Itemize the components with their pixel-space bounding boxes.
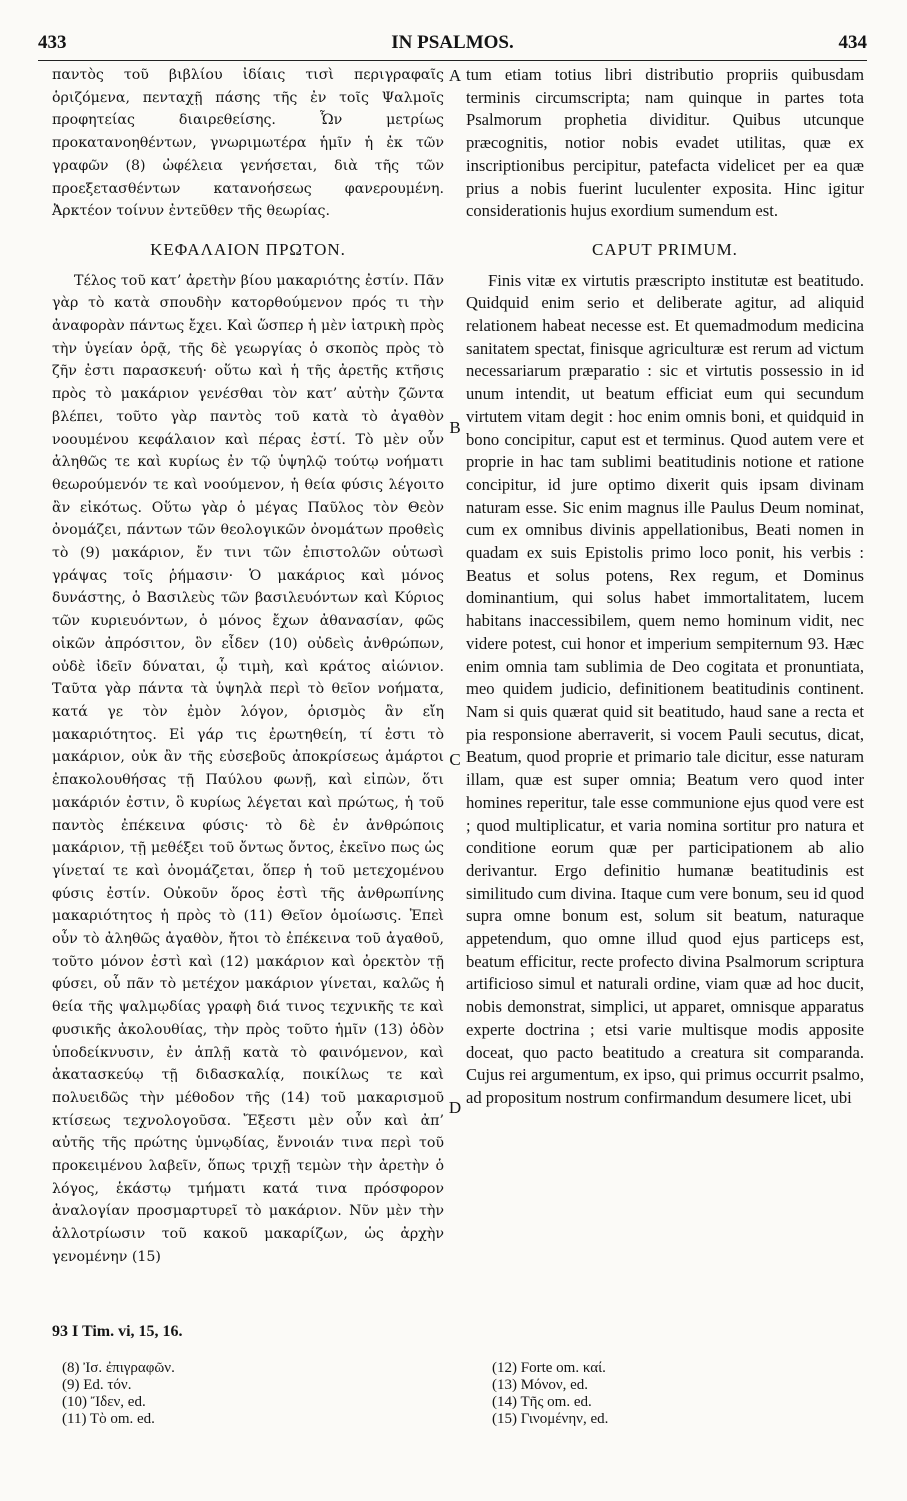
latin-intro-paragraph: tum etiam totius libri distributio propriis quibusdam terminis circumscripta; nam quinque in partes tota Psalmorum prophetia dividitur. Quibus utcunque præcognitis, notior nobis evadet utilitas, quæ ex inscriptionibus percipitur, patefacta videlicet per ea quæ prius a nobis fuerint luculenter exposita. Hinc igitur considerationis hujus exordium sumendum est. (466, 65, 864, 221)
running-title: IN PSALMOS. (391, 32, 514, 53)
textual-note: (8) Ἰσ. ἐπιγραφῶν. (62, 1360, 175, 1376)
greek-chapter-heading: ΚΕΦΑΛΑΙΟΝ ΠΡΩΤΟΝ. (150, 239, 346, 259)
textual-note: (10) Ἴδεν, ed. (62, 1394, 146, 1410)
latin-chapter-heading: CAPUT PRIMUM. (592, 239, 738, 259)
page-number-left: 433 (38, 32, 67, 53)
textual-note: (11) Τὸ om. ed. (62, 1411, 155, 1427)
textual-note: (15) Γινομένην, ed. (492, 1411, 609, 1427)
textual-note: (12) Forte om. καί. (492, 1360, 606, 1376)
header-rule (38, 60, 867, 61)
margin-marker-d: D (448, 1098, 462, 1117)
margin-marker-c: C (449, 750, 461, 769)
textual-note: (14) Τῆς om. ed. (492, 1394, 592, 1410)
textual-note: (9) Ed. τόν. (62, 1377, 132, 1393)
page-number-right: 434 (838, 32, 867, 53)
textual-notes-right (492, 1360, 608, 1428)
greek-intro-paragraph: παντὸς τοῦ βιβλίου ἰδίαις τισὶ περιγραφαῖς ὁριζόμενα, πενταχῇ πάσης τῆς ἐν τοῖς Ψαλμοῖς προφητείας διαιρεθείσης. Ὧν μετρίως προκατανοηθέντων, γνωριμωτέρα ἡμῖν ἡ ἐκ τῶν γραφῶν (8) ὠφέλεια γενήσεται, διὰ τῆς τῶν προεξετασθέντων κατανοήσεως φανερουμένη. Ἀρκτέον τοίνυν ἐντεῦθεν τῆς θεωρίας. (52, 67, 444, 220)
latin-body-paragraph: Finis vitæ ex virtutis præscripto institutæ est beatitudo. Quidquid enim serio et deliberate agitur, ad aliquid relationem habeat necesse est. Et quemadmodum medicina sanitatem spectat, finisque agriculturæ est rerum ad victum necessariarum præparatio : sic et virtutis possessio in id unum intendit, ut beatum efficiat eum qui secundum virtutem vitam degit : hoc enim omnis boni, et quidquid in bono concipitur, caput est et terminus. Quod autem vere et proprie in hac tam sublimi beatitudinis notione et ratione concipitur, id jure optimo dixerit quis ipsam divinam naturam esse. Sic enim magnus ille Paulus Deum nominat, cum ex omnibus divinis appellationibus, Beati nomen in quadam ex suis Epistolis primo loco ponit, his verbis : Beatus et solus potens, Rex regum, et Dominus dominantium, qui solus habet immortalitatem, lucem habitans inaccessibilem, quem nemo hominum vidit, nec videre potest, cui honor et imperium sempiternum 93. Hæc enim omnia tam sublimia de Deo cogitata et pronuntiata, meo quidem judicio, definitionem beatitudinis continent. Nam si quis quærat quid sit beatitudo, haud sane a recta et pia responsione aberraverit, si vocem Pauli secutus, dicat, Beatum, quod proprie et primario tale dicitur, esse naturam illam, quæ est super omnia; Beatum vero quod inter homines reperitur, tale esse communione ejus quod vere est ; quod multiplicatur, et varia nomina sortitur pro natura et conditione eorum quæ per participationem ab alio derivantur. Ergo definitio humanæ beatitudinis est similitudo cum divina. Itaque cum vere bonum, seu id quod supra omne bonum est, solum sit beatum, naturaque appetendum, quo omne illud quod ejus particeps est, beatum efficitur, recte profecto divina Psalmorum scriptura artificioso simul et naturali ordine, viam quæ ad hoc ducit, nobis demonstrat, simplici, ut apparet, omnisque apparatus experte doctrina ; etsi varie multisque modis apposite doceat, quo pacto beatitudo a creatura sit comparanda. Cujus rei argumentum, ex ipso, qui primus occurrit psalmo, ad propositum nostrum confirmandum desumere licet, ubi (466, 270, 864, 1107)
textual-note: (13) Μόνον, ed. (492, 1377, 589, 1393)
greek-column (52, 64, 444, 1269)
margin-marker-a: A (448, 66, 462, 85)
scripture-footnote: 93 I Tim. vi, 15, 16. (52, 1323, 183, 1340)
greek-body-paragraph: Τέλος τοῦ κατ’ ἀρετὴν βίου μακαριότης ἐστίν. Πᾶν γὰρ τὸ κατὰ σπουδὴν κατορθούμενον πρός τι τὴν ἀναφορὰν πάντως ἔχει. Καὶ ὥσπερ ἡ μὲν ἰατρικὴ πρὸς τὴν ὑγείαν ὁρᾷ, τῆς δὲ γεωργίας ὁ σκοπὸς πρὸς τὸ ζῆν ἐστι παρασκευή· οὕτω καὶ ἡ τῆς ἀρετῆς κτῆσις πρὸς τὸ μακάριον γενέσθαι τὸν κατ’ αὐτὴν ζῶντα βλέπει, τοῦτο γὰρ παντὸς τοῦ κατὰ τὸ ἀγαθὸν νοουμένου κεφάλαιον καὶ πέρας ἐστί. Τὸ μὲν οὖν ἀληθῶς τε καὶ κυρίως ἐν τῷ ὑψηλῷ τούτῳ νοήματι θεωρούμενόν τε καὶ νοούμενον, ἡ θεία φύσις λέγοιτο ἂν εἰκότως. Οὕτω γὰρ ὁ μέγας Παῦλος τὸν Θεὸν ὀνομάζει, πάντων τῶν θεολογικῶν ὀνομάτων προθεὶς τὸ (9) μακάριον, ἔν τινι τῶν ἐπιστολῶν οὑτωσὶ γράψας τοῖς ῥήμασιν· Ὁ μακάριος καὶ μόνος δυνάστης, ὁ Βασιλεὺς τῶν βασιλευόντων καὶ Κύριος τῶν κυριευόντων, ὁ μόνος ἔχων ἀθανασίαν, φῶς οἰκῶν ἀπρόσιτον, ὃν εἶδεν (10) οὐδεὶς ἀνθρώπων, οὐδὲ ἰδεῖν δύναται, ᾧ τιμὴ, καὶ κράτος αἰώνιον. Ταῦτα γὰρ πάντα τὰ ὑψηλὰ περὶ τὸ θεῖον νοήματα, κατά γε τὸν ἐμὸν λόγον, ὁρισμὸς ἂν εἴη μακαριότητος. Εἰ γάρ τις ἐρωτηθείη, τί ἐστι τὸ μακάριον, οὐκ ἂν τῆς εὐσεβοῦς ἀποκρίσεως ἁμάρτοι ἐπακολουθήσας τῇ Παύλου φωνῇ, καὶ εἰπὼν, ὅτι μακάριόν ἐστιν, ὃ κυρίως λέγεται καὶ πρώτως, ἡ τοῦ παντὸς ἐπέκεινα φύσις· τὸ δὲ ἐν ἀνθρώποις μακάριον, τῇ μεθέξει τοῦ ὄντως ὄντος, ἐκεῖνο πως ὡς γίνεταί τε καὶ ὀνομάζεται, ὅπερ ἡ τοῦ μετεχομένου φύσις ἐστίν. Οὐκοῦν ὅρος ἐστὶ τῆς ἀνθρωπίνης μακαριότητος ἡ πρὸς τὸ (11) Θεῖον ὁμοίωσις. Ἐπεὶ οὖν τὸ ἀληθῶς ἀγαθὸν, ἤτοι τὸ ἐπέκεινα τοῦ ἀγαθοῦ, τοῦτο μόνον ἐστὶ καὶ (12) μακάριον καὶ ὀρεκτὸν τῇ φύσει, οὗ πᾶν τὸ μετέχον μακάριον γίνεται, καλῶς ἡ θεία τῆς ψαλμῳδίας γραφὴ διά τινος τεχνικῆς τε καὶ φυσικῆς ἀκολουθίας, τὴν πρὸς τοῦτο ἡμῖν (13) ὁδὸν ὑποδείκνυσιν, ἐν ἁπλῇ κατὰ τὸ φαινόμενον, καὶ ἀκατασκεύῳ τῇ διδασκαλίᾳ, ποικίλως τε καὶ πολυειδῶς τὴν μέθοδον τῆς (14) τοῦ μακαρισμοῦ κτίσεως τεχνολογοῦσα. Ἔξεστι μὲν οὖν καὶ ἀπ’ αὐτῆς τῆς πρώτης ὑμνῳδίας, ἔννοιάν τινα περὶ τοῦ προκειμένου λαβεῖν, ὅπως τριχῇ τεμὼν τὴν ἀρετὴν ὁ λόγος, ἑκάστῳ τμήματι κατά τινα πρόσφορον ἀναλογίαν προσμαρτυρεῖ τὸ μακάριον. Νῦν μὲν τὴν ἀλλοτρίωσιν τοῦ κακοῦ μακαρίζων, ὡς ἀρχὴν γενομένην (15) (52, 272, 444, 1265)
textual-notes-left (62, 1360, 175, 1428)
margin-marker-b: B (449, 418, 461, 437)
latin-column (466, 64, 864, 1110)
running-header (38, 28, 867, 58)
